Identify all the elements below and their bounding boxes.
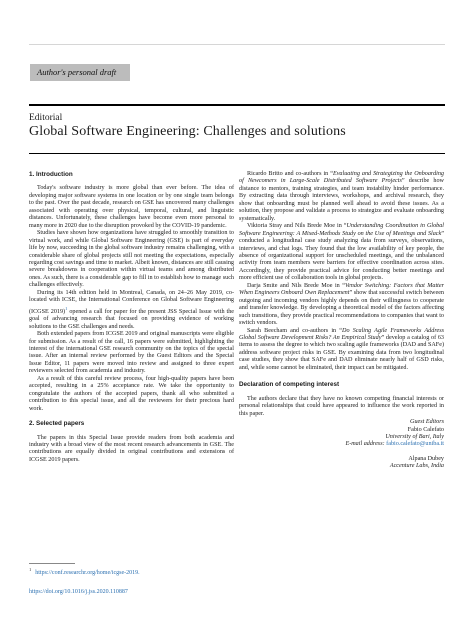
article-title: Global Software Engineering: Challenges and solutions <box>29 124 346 139</box>
paper-title: Understanding Coordination in Global Software Engineering: A Mixed-Methods Study on the Use of Meetings and Slack <box>239 223 445 237</box>
footnote-ref[interactable]: 1 <box>65 305 68 311</box>
signature-name: Alpana Dubey <box>408 455 444 462</box>
paragraph: Darja Smite and Nils Brede Moe in “Vendor Switching: Factors that Matter When Engineers Onboard Own Replacement” show that successful switch between outgoing and incoming vendors highly depends on their willingness to cooperate and transfer knowledge. By developing a theoretical model of the factors affecting such transitions, they provide practical recommendations to companies that want to switch vendors. <box>239 282 445 327</box>
section-heading-introduction: 1. Introduction <box>29 171 73 178</box>
footnote-link[interactable]: https://conf.researchr.org/home/icgse-2019. <box>35 570 140 576</box>
email-label: E-mail address: <box>345 441 385 448</box>
article-section: Editorial <box>29 113 63 123</box>
signature-affiliation: University of Bari, Italy <box>385 433 444 440</box>
paragraph: Viktoria Stray and Nils Brede Moe in “Understanding Coordination in Global Software Engineering: A Mixed-Methods Study on the Use of Meetings and Slack” conducted a longitudinal case study analyzing data from surveys, observations, interviews, and chat logs. They found that the low availability of key people, the absence of organizational support for unscheduled meetings, and the unbalanced activity from team members were barriers for effective coordination across sites. Accordingly, they provide practical advice for conducting better meetings and more efficient use of collaboration tools in global projects. <box>239 223 445 282</box>
paragraph: As a result of this careful review process, four high-quality papers have been accepted, resulting in a 25% acceptance rate. We take the opportunity to congratulate the authors of the accepted papers, thank all who submitted a contribution to this special issue, and all the reviewers for their precious hard work. <box>29 375 234 412</box>
draft-label: Author's personal draft <box>30 64 130 81</box>
paragraph: Both extended papers from ICGSE 2019 and original manuscripts were eligible for submission. As a result of the call, 16 papers were submitted, highlighting the interest of the international GSE research community on the topics of the special issue. After an internal review performed by the Guest Editors and the Special Issue Editor, 11 papers were moved into review and assigned to three expert reviewers selected from academia and industry. <box>29 331 234 375</box>
paragraph: The authors declare that they have no known competing financial interests or personal relationships that could have appeared to influence the work reported in this paper. <box>239 395 444 417</box>
paragraph: Today's software industry is more global than ever before. The idea of developing major software systems in one location or by one single team belongs to the past. Over the past decade, research on GSE has uncovered many challenges associated with operating over physical, temporal, cultural, and linguistic distances. Unfortunately, these challenges have become even more personal to many more in 2020 due to the disruption provoked by the COVID-19 pandemic. <box>29 185 234 229</box>
title-rule <box>29 153 445 154</box>
email-link[interactable]: fabio.calefato@uniba.it <box>386 441 444 448</box>
signature-email-line <box>239 441 444 448</box>
signature-name: Fabio Calefato <box>407 426 444 433</box>
right-column <box>239 171 444 471</box>
section-heading-declaration: Declaration of competing interest <box>239 381 340 389</box>
signature-affiliation: Accenture Labs, India <box>389 463 444 470</box>
paragraph: During its 14th edition held in Montreal, Canada, on 24–26 May 2019, co-located with ICSE, the International Conference on Global Software Engineering (ICGSE 2019)$^1$ opened a call for paper for the present JSS Special Issue with the goal of advancing research that focused on providing evidence of working solutions to the GSE challenges and needs. <box>29 289 234 330</box>
signature-role: Guest Editors <box>410 419 444 426</box>
paragraph: The papers in this Special Issue provide readers from both academia and industry with a broad view of the most recent research advancements in GSE. The contributions are equally divided in original contributions and extensions of ICGSE 2019 papers. <box>29 434 234 463</box>
doi-block <box>29 588 128 596</box>
paragraph: Sarah Beecham and co-authors in “Do Scaling Agile Frameworks Address Global Software Development Risks? An Empirical Study” develop a catalog of 63 items to assess the degree to which two scaling agile frameworks (DAD and SAFe) address software project risks in GSE. By examining data from two longitudinal case studies, they show that SAFe and DAD eliminate nearly half of GSD risks, and, while some cannot be eliminated, their impact can be mitigated. <box>239 327 444 371</box>
footnote <box>29 567 140 576</box>
left-column <box>29 171 234 464</box>
header-thick-rule <box>29 104 445 106</box>
signature-block <box>239 419 444 471</box>
doi-link[interactable]: https://doi.org/10.1016/j.jss.2020.110887 <box>29 589 128 595</box>
header-rule <box>29 44 445 45</box>
paragraph: Ricardo Britto and co-authors in “Evaluating and Strategizing the Onboarding of Newcomers in Large-Scale Distributed Software Projects” describe how distance to mentors, training strategies, and team instability hinder performance. By extracting data through interviews, workshops, and archival research, they show that onboarding must be planned well ahead to avoid these issues. As a solution, they propose and validate a process to strategize and evaluate onboarding systematically. <box>239 171 444 222</box>
section-heading-selected-papers: 2. Selected papers <box>29 420 85 428</box>
footnote-rule <box>29 563 75 564</box>
footnote-number: 1 <box>29 567 32 572</box>
paper-title: Do Scaling Agile Frameworks Address Global Software Development Risks? An Empirical Study <box>239 327 444 341</box>
paper-title: Evaluating and Strategizing the Onboarding of Newcomers in Large-Scale Distributed Software Projects <box>239 171 444 185</box>
paper-title: Vendor Switching: Factors that Matter When Engineers Onboard Own Replacement <box>239 282 445 297</box>
paragraph: Studies have shown how organizations have struggled to smoothly transition to virtual work, and while Global Software Engineering (GSE) is part of everyday life by now, succeeding in the global software industry remains challenging, with a considerable share of global projects still not meeting the expectations, especially regarding cost savings and time to market. Albeit known, distances are still causing severe breakdowns in cooperation within virtual teams and among distributed ones. As such, there is a considerable gap to fill in to establish how to manage such challenges effectively. <box>29 230 234 289</box>
